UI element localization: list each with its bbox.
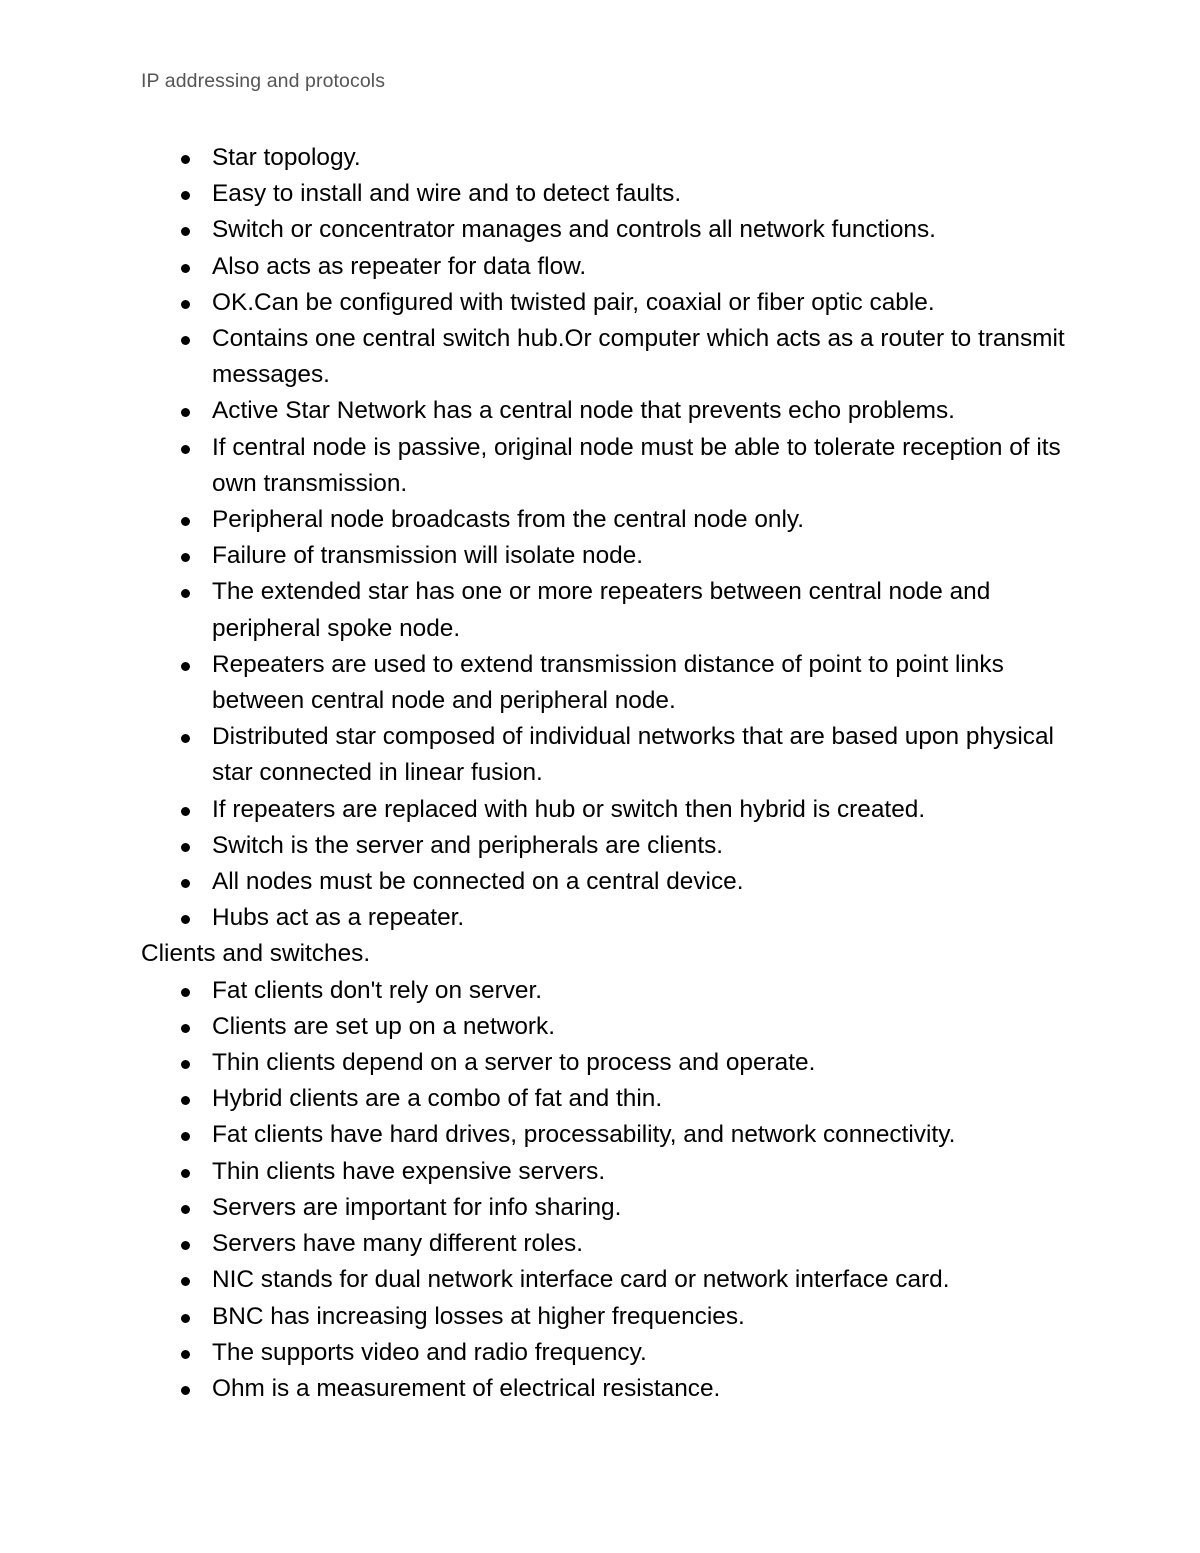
list-item — [141, 900, 1081, 936]
list-item-text: Switch is the server and peripherals are clients. — [212, 831, 724, 859]
bullet-icon — [181, 1314, 190, 1323]
list-item-text: Thin clients depend on a server to process and operate. — [212, 1049, 816, 1077]
list-item-text: All nodes must be connected on a central device. — [212, 868, 744, 896]
list-item — [141, 285, 1081, 321]
document-body — [141, 140, 1081, 1407]
list-item-text: BNC has increasing losses at higher frequencies. — [212, 1302, 745, 1330]
bullet-icon — [181, 1132, 190, 1141]
bullet-icon — [181, 734, 190, 743]
list-item — [141, 212, 1081, 248]
section-heading: Clients and switches. — [141, 940, 371, 968]
list-item — [141, 864, 1081, 900]
bullet-icon — [181, 807, 190, 816]
list-item — [141, 973, 1081, 1009]
list-item — [141, 1299, 1081, 1335]
bullet-icon — [181, 1060, 190, 1069]
bullet-icon — [181, 155, 190, 164]
list-item — [141, 1371, 1081, 1407]
list-item-text: Thin clients have expensive servers. — [212, 1157, 606, 1185]
list-item — [141, 792, 1081, 828]
list-item-text: Fat clients don't rely on server. — [212, 976, 543, 1004]
star-topology-list — [141, 140, 1081, 936]
bullet-icon — [181, 589, 190, 598]
list-item-text: Ohm is a measurement of electrical resistance. — [212, 1374, 721, 1402]
list-item — [141, 1262, 1081, 1298]
list-item-text: Peripheral node broadcasts from the central node only. — [212, 506, 805, 534]
list-item — [141, 719, 1081, 791]
list-item-text: If central node is passive, original node must be able to tolerate reception of its own transmission. — [212, 433, 1061, 497]
list-item-text: Easy to install and wire and to detect faults. — [212, 180, 682, 208]
list-item-text: Hybrid clients are a combo of fat and thin. — [212, 1085, 663, 1113]
list-item-text: If repeaters are replaced with hub or switch then hybrid is created. — [212, 795, 926, 823]
list-item-text: Star topology. — [212, 144, 361, 171]
list-item — [141, 1226, 1081, 1262]
list-item-text: Fat clients have hard drives, processability, and network connectivity. — [212, 1121, 956, 1149]
list-item — [141, 1335, 1081, 1371]
bullet-icon — [181, 191, 190, 200]
list-item — [141, 502, 1081, 538]
list-item — [141, 1081, 1081, 1117]
list-item-text: Switch or concentrator manages and controls all network functions. — [212, 216, 936, 244]
bullet-icon — [181, 1241, 190, 1250]
list-item — [141, 647, 1081, 719]
list-item — [141, 140, 1081, 176]
page-header: IP addressing and protocols — [141, 70, 386, 92]
list-item — [141, 249, 1081, 285]
list-item-text: Servers are important for info sharing. — [212, 1193, 622, 1221]
bullet-icon — [181, 300, 190, 309]
bullet-icon — [181, 662, 190, 671]
bullet-icon — [181, 517, 190, 526]
list-item-text: OK.Can be configured with twisted pair, coaxial or fiber optic cable. — [212, 288, 935, 316]
list-item-text: Active Star Network has a central node that prevents echo problems. — [212, 397, 955, 425]
list-item — [141, 1009, 1081, 1045]
list-item — [141, 1154, 1081, 1190]
bullet-icon — [181, 445, 190, 454]
bullet-icon — [181, 264, 190, 273]
bullet-icon — [181, 1169, 190, 1178]
bullet-icon — [181, 915, 190, 924]
list-item — [141, 538, 1081, 574]
list-item-text: Failure of transmission will isolate node. — [212, 542, 644, 570]
bullet-icon — [181, 408, 190, 417]
list-item — [141, 574, 1081, 646]
bullet-icon — [181, 1205, 190, 1214]
bullet-icon — [181, 336, 190, 345]
bullet-icon — [181, 227, 190, 236]
list-item — [141, 1117, 1081, 1153]
list-item-text: Clients are set up on a network. — [212, 1012, 556, 1040]
clients-switches-list — [141, 973, 1081, 1407]
list-item — [141, 828, 1081, 864]
list-item-text: Contains one central switch hub.Or computer which acts as a router to transmit messages. — [212, 325, 1065, 389]
list-item — [141, 1045, 1081, 1081]
list-item-text: Hubs act as a repeater. — [212, 904, 465, 932]
list-item-text: The extended star has one or more repeaters between central node and peripheral spoke node. — [212, 578, 991, 642]
list-item-text: Distributed star composed of individual networks that are based upon physical star connected in linear fusion. — [212, 723, 1054, 787]
bullet-icon — [181, 1024, 190, 1033]
list-item-text: Repeaters are used to extend transmission distance of point to point links between central node and peripheral node. — [212, 650, 1004, 715]
bullet-icon — [181, 843, 190, 852]
list-item-text: Also acts as repeater for data flow. — [212, 252, 587, 280]
bullet-icon — [181, 988, 190, 997]
list-item-text: NIC stands for dual network interface card or network interface card. — [212, 1266, 950, 1294]
list-item-text: Servers have many different roles. — [212, 1230, 584, 1258]
bullet-icon — [181, 1386, 190, 1395]
list-item — [141, 1190, 1081, 1226]
bullet-icon — [181, 553, 190, 562]
list-item — [141, 321, 1081, 393]
bullet-icon — [181, 879, 190, 888]
list-item-text: The supports video and radio frequency. — [212, 1338, 647, 1366]
bullet-icon — [181, 1096, 190, 1105]
bullet-icon — [181, 1277, 190, 1286]
list-item — [141, 176, 1081, 212]
list-item — [141, 393, 1081, 429]
bullet-icon — [181, 1350, 190, 1359]
list-item — [141, 430, 1081, 502]
